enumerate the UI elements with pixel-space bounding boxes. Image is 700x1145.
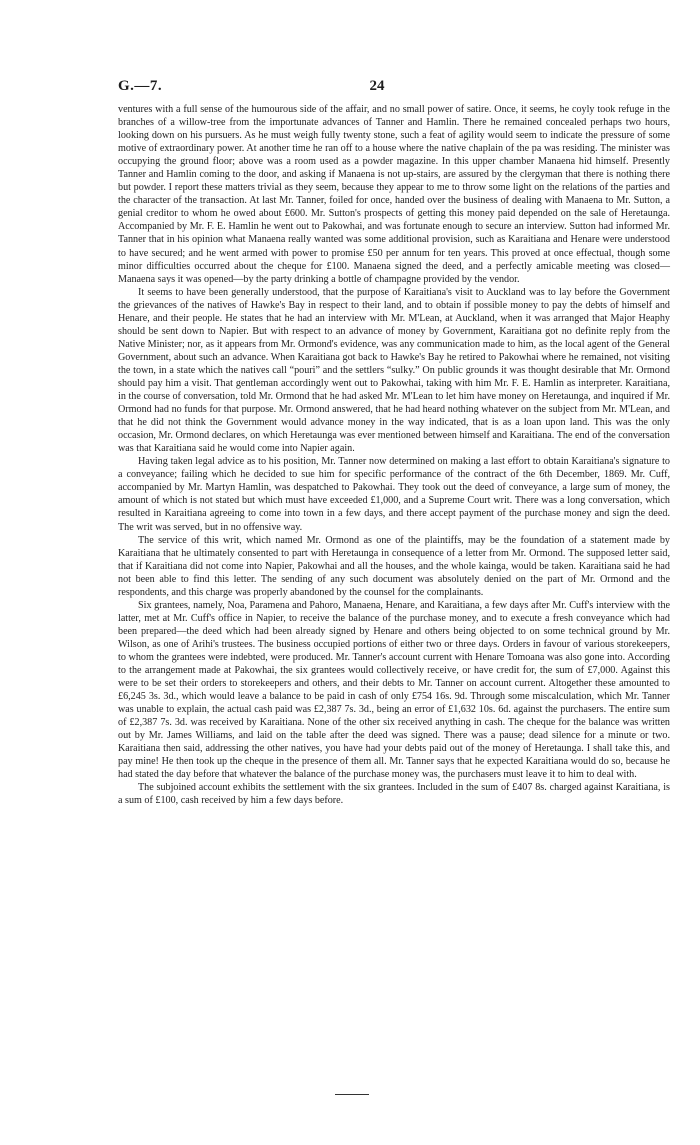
page-header	[118, 78, 636, 100]
paragraph: Six grantees, namely, Noa, Paramena and Pahoro, Manaena, Henare, and Karaitiana, a few days after Mr. Cuff's interview with the latter, met at Mr. Cuff's office in Napier, to receive the balance of the purchase money, and to execute a fresh conveyance which had been prepared—the deed which had been already signed by Henare and others being objected to on some technical ground by Mr. Wilson, as one of Arihi's trustees. The business occupied portions of either two or three days. Orders in favour of various storekeepers, to whom the grantees were indebted, were produced. Mr. Tanner's account current with Henare Tomoana was also gone into. According to the arrangement made at Pakowhai, the six grantees would collectively receive, or have credit for, the sum of £7,000. Against this were to be set their orders to storekeepers and others, and their debts to Mr. Tanner on account current. Altogether these amounted to £6,245 3s. 3d., which would leave a balance to be paid in cash of only £754 16s. 9d. Through some miscalculation, which Mr. Tanner was unable to explain, the actual cash paid was £2,387 7s. 3d., being an error of £1,632 10s. 6d. against the purchasers. The entire sum of £2,387 7s. 3d. was received by Karaitiana. None of the other six received anything in cash. The cheque for the balance was written out by Mr. James Williams, and laid on the table after the deed was signed. There was a pause; dead silence for a minute or two. Karaitiana then said, addressing the other natives, you have had your debts paid out of the money of Heretaunga. I shall take this, and pay mine! He then took up the cheque in the presence of them all. Mr. Tanner says that he expected Karaitiana would do so, because he had stated the day before that whatever the balance of the purchase money was, the purchasers must leave it to him to deal with.	[118, 599, 670, 781]
body-text	[118, 103, 670, 808]
paragraph: The subjoined account exhibits the settlement with the six grantees. Included in the sum of £407 8s. charged against Karaitiana, is a sum of £100, cash received by him a few days before.	[118, 782, 670, 807]
paragraph: ventures with a full sense of the humourous side of the affair, and no small power of satire. Once, it seems, he coyly took refuge in the branches of a willow-tree from the importunate advances of Tanner and Hamlin. There he remained concealed perhaps two hours, looking down on his pursuers. As he must weigh fully twenty stone, such a feat of agility would seem to indicate the pressure of some motive of extraordinary power. At another time he ran off to a house where the native chaplain of the pa was residing. The minister was occupying the ground floor; above was a room used as a powder magazine. In this upper chamber Manaena hid himself. Presently Tanner and Hamlin coming to the door, and asking if Manaena is not up-stairs, are assured by the clergyman that there is nothing there but powder. I report these matters trivial as they seem, because they appear to me to throw some light on the relations of the parties and the character of the transaction. At last Mr. Tanner, foiled for once, handed over the business of dealing with Manaena to Mr. Sutton, a genial creditor to whom he owed about £600. Mr. Sutton's prospects of getting this money paid depended on the sale of Heretaunga. Accompanied by Mr. F. E. Hamlin he went out to Pakowhai, and was fortunate enough to secure an interview. Sutton had informed Mr. Tanner that in his opinion what Manaena really wanted was some additional provision, such as Karaitiana and Henare were understood to have secured; and he went armed with power to promise £50 per annum for ten years. This proved at once effectual, though some minor difficulties occurred about the cheque for £100. Manaena signed the deed, and a perfectly amicable meeting was closed—Manaena says it was opened—by the party drinking a bottle of champagne provided by the vendor.	[118, 104, 670, 285]
paragraph: It seems to have been generally understood, that the purpose of Karaitiana's visit to Auckland was to lay before the Government the grievances of the natives of Hawke's Bay in respect to their land, and to obtain if possible money to pay the debts of himself and Henare, and their people. He states that he had an interview with Mr. M'Lean, at Auckland, when it was arranged that Major Heaphy should be sent down to Napier. But with respect to an advance of money by Government, Karaitiana got no definite reply from the Native Minister; nor, as it appears from Mr. Ormond's evidence, was any communication made to him, as the local agent of the General Government, about such an advance. When Karaitiana got back to Hawke's Bay he retired to Pakowhai where he remained, not visiting the town, in a state which the natives call “pouri” and the settlers “sulky.” On public grounds it was thought desirable that Mr. Ormond should pay him a visit. That gentleman accordingly went out to Pakowhai, taking with him Mr. F. E. Hamlin as interpreter. Karaitiana, in the course of conversation, told Mr. Ormond that he had asked Mr. M'Lean to let him have money on Heretaunga, and inquired if Mr. Ormond had no funds for that purpose. Mr. Ormond answered, that he had heard nothing whatever on the subject from Mr. M'Lean, and that he did not think the Government would advance money in the way indicated, that is as a loan upon land. This was the only occasion, Mr. Ormond declares, on which Heretaunga was ever mentioned between himself and Karaitiana. The end of the conversation was that Karaitiana said he would come into Napier again.	[118, 286, 670, 455]
document-reference: G.—7.	[118, 78, 163, 94]
paragraph: The service of this writ, which named Mr. Ormond as one of the plaintiffs, may be the foundation of a statement made by Karaitiana that he ultimately consented to part with Heretaunga in consequence of a letter from Mr. Ormond. The supposed letter said, that if Karaitiana did not come into Napier, Pakowhai and all the houses, and the whole kainga, would be taken. Karaitiana said he had not been able to find this letter. The sending of any such document was absolutely denied on the part of Mr. Ormond and the respondents, and this charge was properly abandoned by the counsel for the complainants.	[118, 534, 670, 598]
paragraph: Having taken legal advice as to his position, Mr. Tanner now determined on making a last effort to obtain Karaitiana's signature to a conveyance; failing which he decided to sue him for specific performance of the contract of the 6th December, 1869. Mr. Cuff, accompanied by Mr. Martyn Hamlin, was despatched to Pakowhai. They took out the deed of conveyance, a large sum of money, the amount of which is not stated but which must have exceeded £1,000, and a Supreme Court writ. There was a long conversation, which resulted in Karaitiana agreeing to come into town in a few days, and there accept payment of the purchase money and sign the deed. The writ was served, but in no offensive way.	[118, 456, 670, 533]
page-number: 24	[369, 78, 385, 94]
closing-rule	[335, 1094, 369, 1095]
